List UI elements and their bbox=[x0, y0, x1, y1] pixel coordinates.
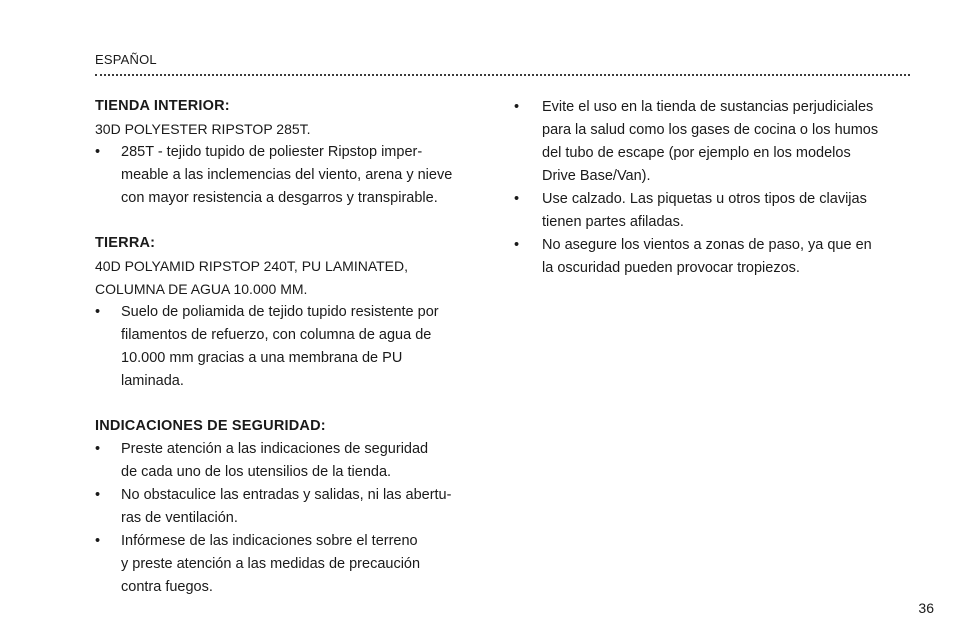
bullet-item bbox=[95, 484, 490, 530]
bullet-item bbox=[95, 301, 490, 393]
right-column bbox=[514, 96, 914, 280]
content-section bbox=[95, 233, 490, 393]
text-line: Infórmese de las indicaciones sobre el terreno bbox=[121, 533, 418, 549]
text-line: tienen partes afiladas. bbox=[542, 214, 684, 230]
text-line: para la salud como los gases de cocina o los humos bbox=[542, 122, 879, 138]
bullet-icon: • bbox=[514, 99, 520, 115]
bullet-item bbox=[514, 188, 914, 234]
text-line: 285T - tejido tupido de poliester Ripstop imper- bbox=[121, 144, 423, 160]
bullet-icon: • bbox=[514, 191, 520, 207]
bullet-list bbox=[95, 141, 490, 210]
bullet-item bbox=[514, 234, 914, 280]
text-line: del tubo de escape (por ejemplo en los modelos bbox=[542, 145, 851, 161]
text-line: laminada. bbox=[121, 373, 184, 389]
text-line: meable a las inclemencias del viento, arena y nieve bbox=[121, 167, 453, 183]
text-line: Preste atención a las indicaciones de seguridad bbox=[121, 441, 429, 457]
text-line: No obstaculice las entradas y salidas, ni las abertu- bbox=[121, 487, 452, 503]
section-title: INDICACIONES DE SEGURIDAD: bbox=[95, 418, 326, 434]
material-spec bbox=[95, 118, 490, 141]
text-line: Use calzado. Las piquetas u otros tipos de clavijas bbox=[542, 191, 867, 207]
text-line: 30D POLYESTER RIPSTOP 285T. bbox=[95, 121, 311, 137]
bullet-list bbox=[514, 96, 914, 280]
header-dotted-divider bbox=[95, 74, 910, 76]
bullet-icon: • bbox=[95, 487, 101, 503]
text-line: COLUMNA DE AGUA 10.000 MM. bbox=[95, 281, 308, 297]
text-line: Drive Base/Van). bbox=[542, 168, 651, 184]
content-section bbox=[95, 96, 490, 210]
bullet-icon: • bbox=[95, 304, 101, 320]
bullet-list bbox=[95, 301, 490, 393]
text-line: contra fuegos. bbox=[121, 579, 213, 595]
text-line: con mayor resistencia a desgarros y transpirable. bbox=[121, 190, 438, 206]
bullet-item bbox=[95, 438, 490, 484]
left-column bbox=[95, 96, 490, 622]
bullet-icon: • bbox=[95, 441, 101, 457]
bullet-icon: • bbox=[95, 533, 101, 549]
language-label: ESPAÑOL bbox=[95, 52, 157, 67]
bullet-list bbox=[95, 438, 490, 599]
text-line: ras de ventilación. bbox=[121, 510, 238, 526]
text-line: filamentos de refuerzo, con columna de agua de bbox=[121, 327, 432, 343]
bullet-item bbox=[514, 96, 914, 188]
text-line: No asegure los vientos a zonas de paso, ya que en bbox=[542, 237, 872, 253]
text-line: de cada uno de los utensilios de la tienda. bbox=[121, 464, 392, 480]
material-spec bbox=[95, 255, 490, 301]
section-title: TIENDA INTERIOR: bbox=[95, 98, 230, 114]
text-line: y preste atención a las medidas de precaución bbox=[121, 556, 421, 572]
section-title: TIERRA: bbox=[95, 235, 156, 251]
text-line: 40D POLYAMID RIPSTOP 240T, PU LAMINATED, bbox=[95, 258, 409, 274]
text-line: Suelo de poliamida de tejido tupido resistente por bbox=[121, 304, 439, 320]
content-section bbox=[95, 416, 490, 599]
text-line: Evite el uso en la tienda de sustancias perjudiciales bbox=[542, 99, 874, 115]
page-number: 36 bbox=[918, 600, 934, 616]
bullet-item bbox=[95, 530, 490, 599]
bullet-icon: • bbox=[95, 144, 101, 160]
text-line: 10.000 mm gracias a una membrana de PU bbox=[121, 350, 403, 366]
bullet-item bbox=[95, 141, 490, 210]
text-line: la oscuridad pueden provocar tropiezos. bbox=[542, 260, 800, 276]
bullet-icon: • bbox=[514, 237, 520, 253]
